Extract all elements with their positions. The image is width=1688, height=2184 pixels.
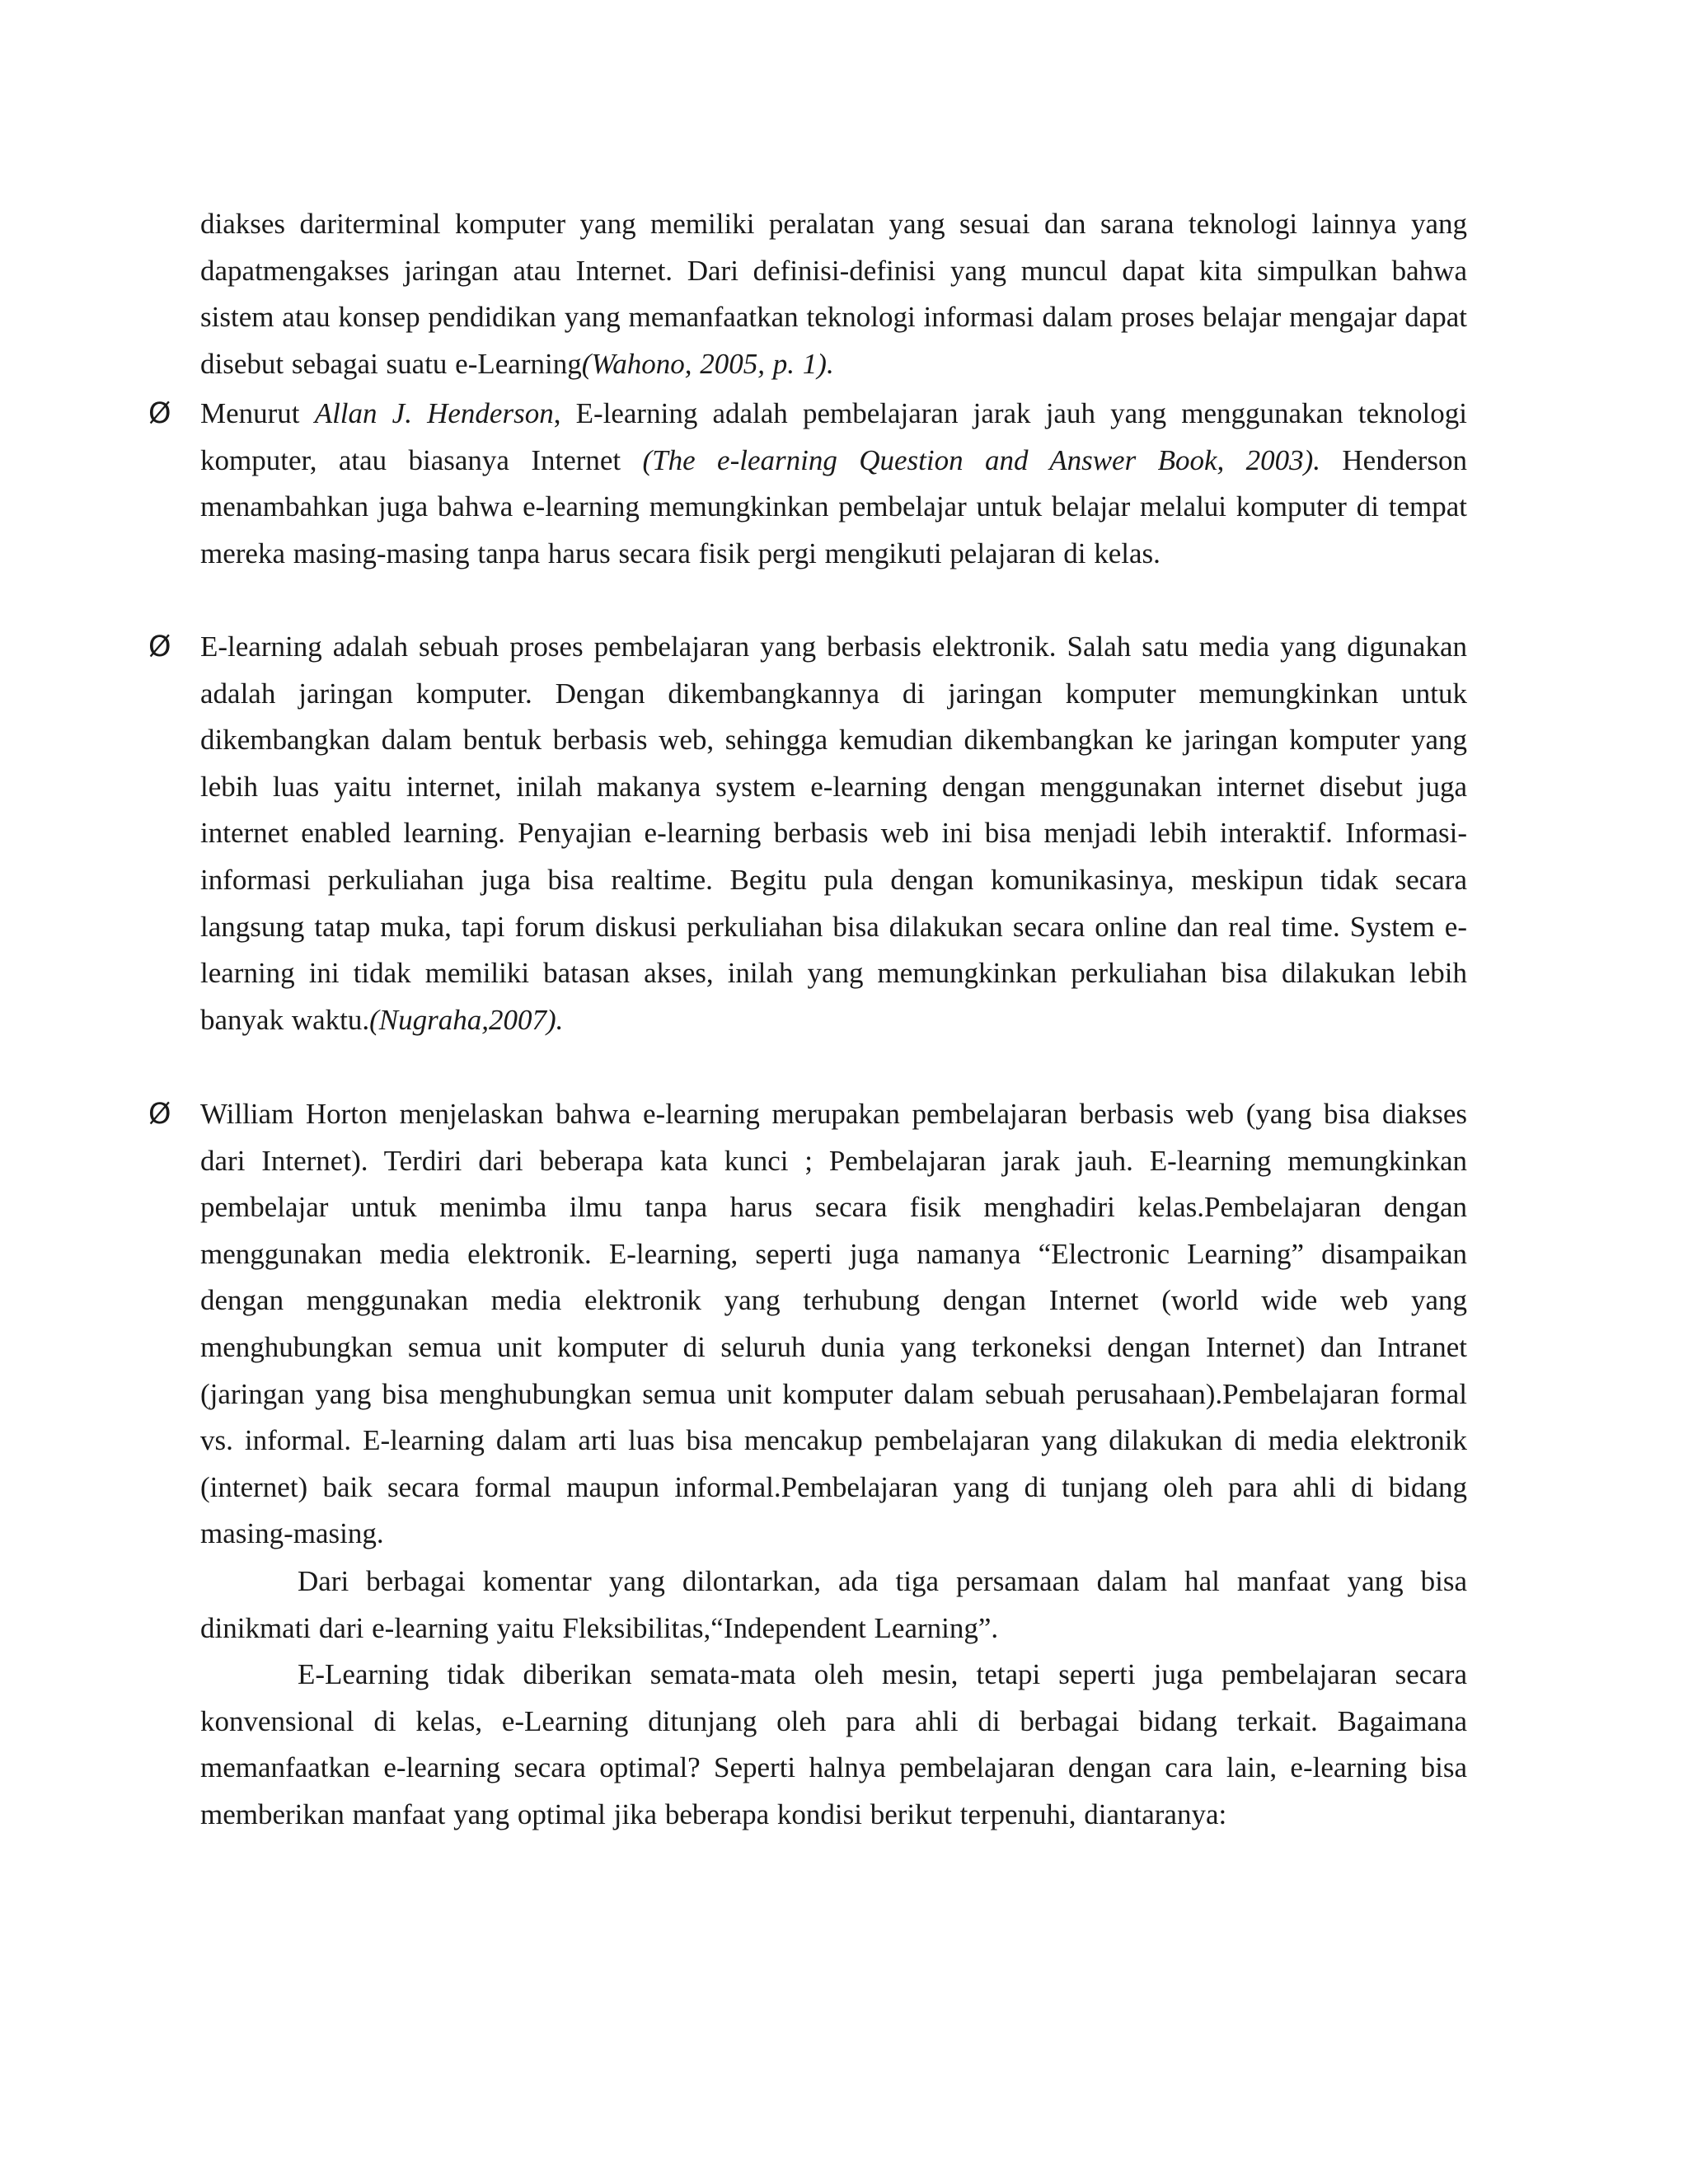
continuation-text: diakses dariterminal komputer yang memiliki peralatan yang sesuai dan sarana teknologi lainnya yang dapatmengakses jaringan atau Internet. Dari definisi-definisi yang muncul dapat kita simpulkan bahwa sistem atau konsep pendidikan yang memanfaatkan teknologi informasi dalam proses belajar mengajar dapat disebut sebagai suatu e-Learning: [200, 208, 1467, 380]
bullet-text: E-learning adalah sebuah proses pembelajaran yang berbasis elektronik. Salah satu media yang digunakan adalah jaringan komputer. Dengan dikembangkannya di jaringan komputer memungkinkan untuk dikembangkan dalam bentuk berbasis web, sehingga kemudian dikembangkan ke jaringan komputer yang lebih luas yaitu internet, inilah makanya system e-learning dengan menggunakan internet disebut juga internet enabled learning. Penyajian e-learning berbasis web ini bisa menjadi lebih interaktif. Informasi-informasi perkuliahan juga bisa realtime. Begitu pula dengan komunikasinya, meskipun tidak secara langsung tatap muka, tapi forum diskusi perkuliahan bisa dilakukan secara online dan real time. System e-learning ini tidak memiliki batasan akses, inilah yang memungkinkan perkuliahan bisa dilakukan lebih banyak waktu.: [200, 630, 1467, 1036]
paragraph-text: Dari berbagai komentar yang dilontarkan, ada tiga persamaan dalam hal manfaat yang bisa dinikmati dari e-learning yaitu Fleksibilitas,“Independent Learning”.: [200, 1565, 1467, 1644]
paragraph-text: E-Learning tidak diberikan semata-mata oleh mesin, tetapi seperti juga pembelajaran secara konvensional di kelas, e-Learning ditunjang oleh para ahli di berbagai bidang terkait. Bagaimana memanfaatkan e-learning secara optimal? Seperti halnya pembelajaran dengan cara lain, e-learning bisa memberikan manfaat yang optimal jika beberapa kondisi berikut terpenuhi, diantaranya:: [200, 1658, 1467, 1830]
bullet-lead-text: Menurut: [200, 397, 315, 429]
citation-nugraha: (Nugraha,2007).: [369, 1003, 564, 1036]
citation-wahono: (Wahono, 2005, p. 1).: [581, 347, 834, 380]
paragraph-kondisi: [200, 1652, 1467, 1838]
bullet-item-henderson: [200, 391, 1467, 577]
bullet-text-continued: Henderson menambahkan juga bahwa e-learning memungkinkan pembelajar untuk belajar melalui komputer di tempat mereka masing-masing tanpa harus secara fisik pergi mengikuti pelajaran di kelas.: [200, 443, 1468, 569]
bullet-text: , E-learning adalah pembelajaran jarak jauh yang menggunakan teknologi komputer, atau biasanya Internet: [200, 397, 1467, 476]
paragraph-manfaat: [200, 1558, 1467, 1652]
bullet-arrow-icon: Ø: [148, 1098, 171, 1131]
citation-henderson: (The e-learning Question and Answer Book, 2003).: [642, 443, 1321, 476]
author-name: Allan J. Henderson: [314, 397, 554, 429]
bullet-arrow-icon: Ø: [148, 397, 171, 430]
bullet-arrow-icon: Ø: [148, 630, 171, 663]
bullet-item-horton: [200, 1091, 1467, 1558]
bullet-item-nugraha: [200, 624, 1467, 1043]
continuation-paragraph: [200, 201, 1467, 387]
bullet-text: William Horton menjelaskan bahwa e-learning merupakan pembelajaran berbasis web (yang bisa diakses dari Internet). Terdiri dari beberapa kata kunci ; Pembelajaran jarak jauh. E-learning memungkinkan pembelajar untuk menimba ilmu tanpa harus secara fisik menghadiri kelas.Pembelajaran dengan menggunakan media elektronik. E-learning, seperti juga namanya “Electronic Learning” disampaikan dengan menggunakan media elektronik yang terhubung dengan Internet (world wide web yang menghubungkan semua unit komputer di seluruh dunia yang terkoneksi dengan Internet) dan Intranet (jaringan yang bisa menghubungkan semua unit komputer dalam sebuah perusahaan).Pembelajaran formal vs. informal. E-learning dalam arti luas bisa mencakup pembelajaran yang dilakukan di media elektronik (internet) baik secara formal maupun informal.Pembelajaran yang di tunjang oleh para ahli di bidang masing-masing.: [200, 1098, 1467, 1550]
